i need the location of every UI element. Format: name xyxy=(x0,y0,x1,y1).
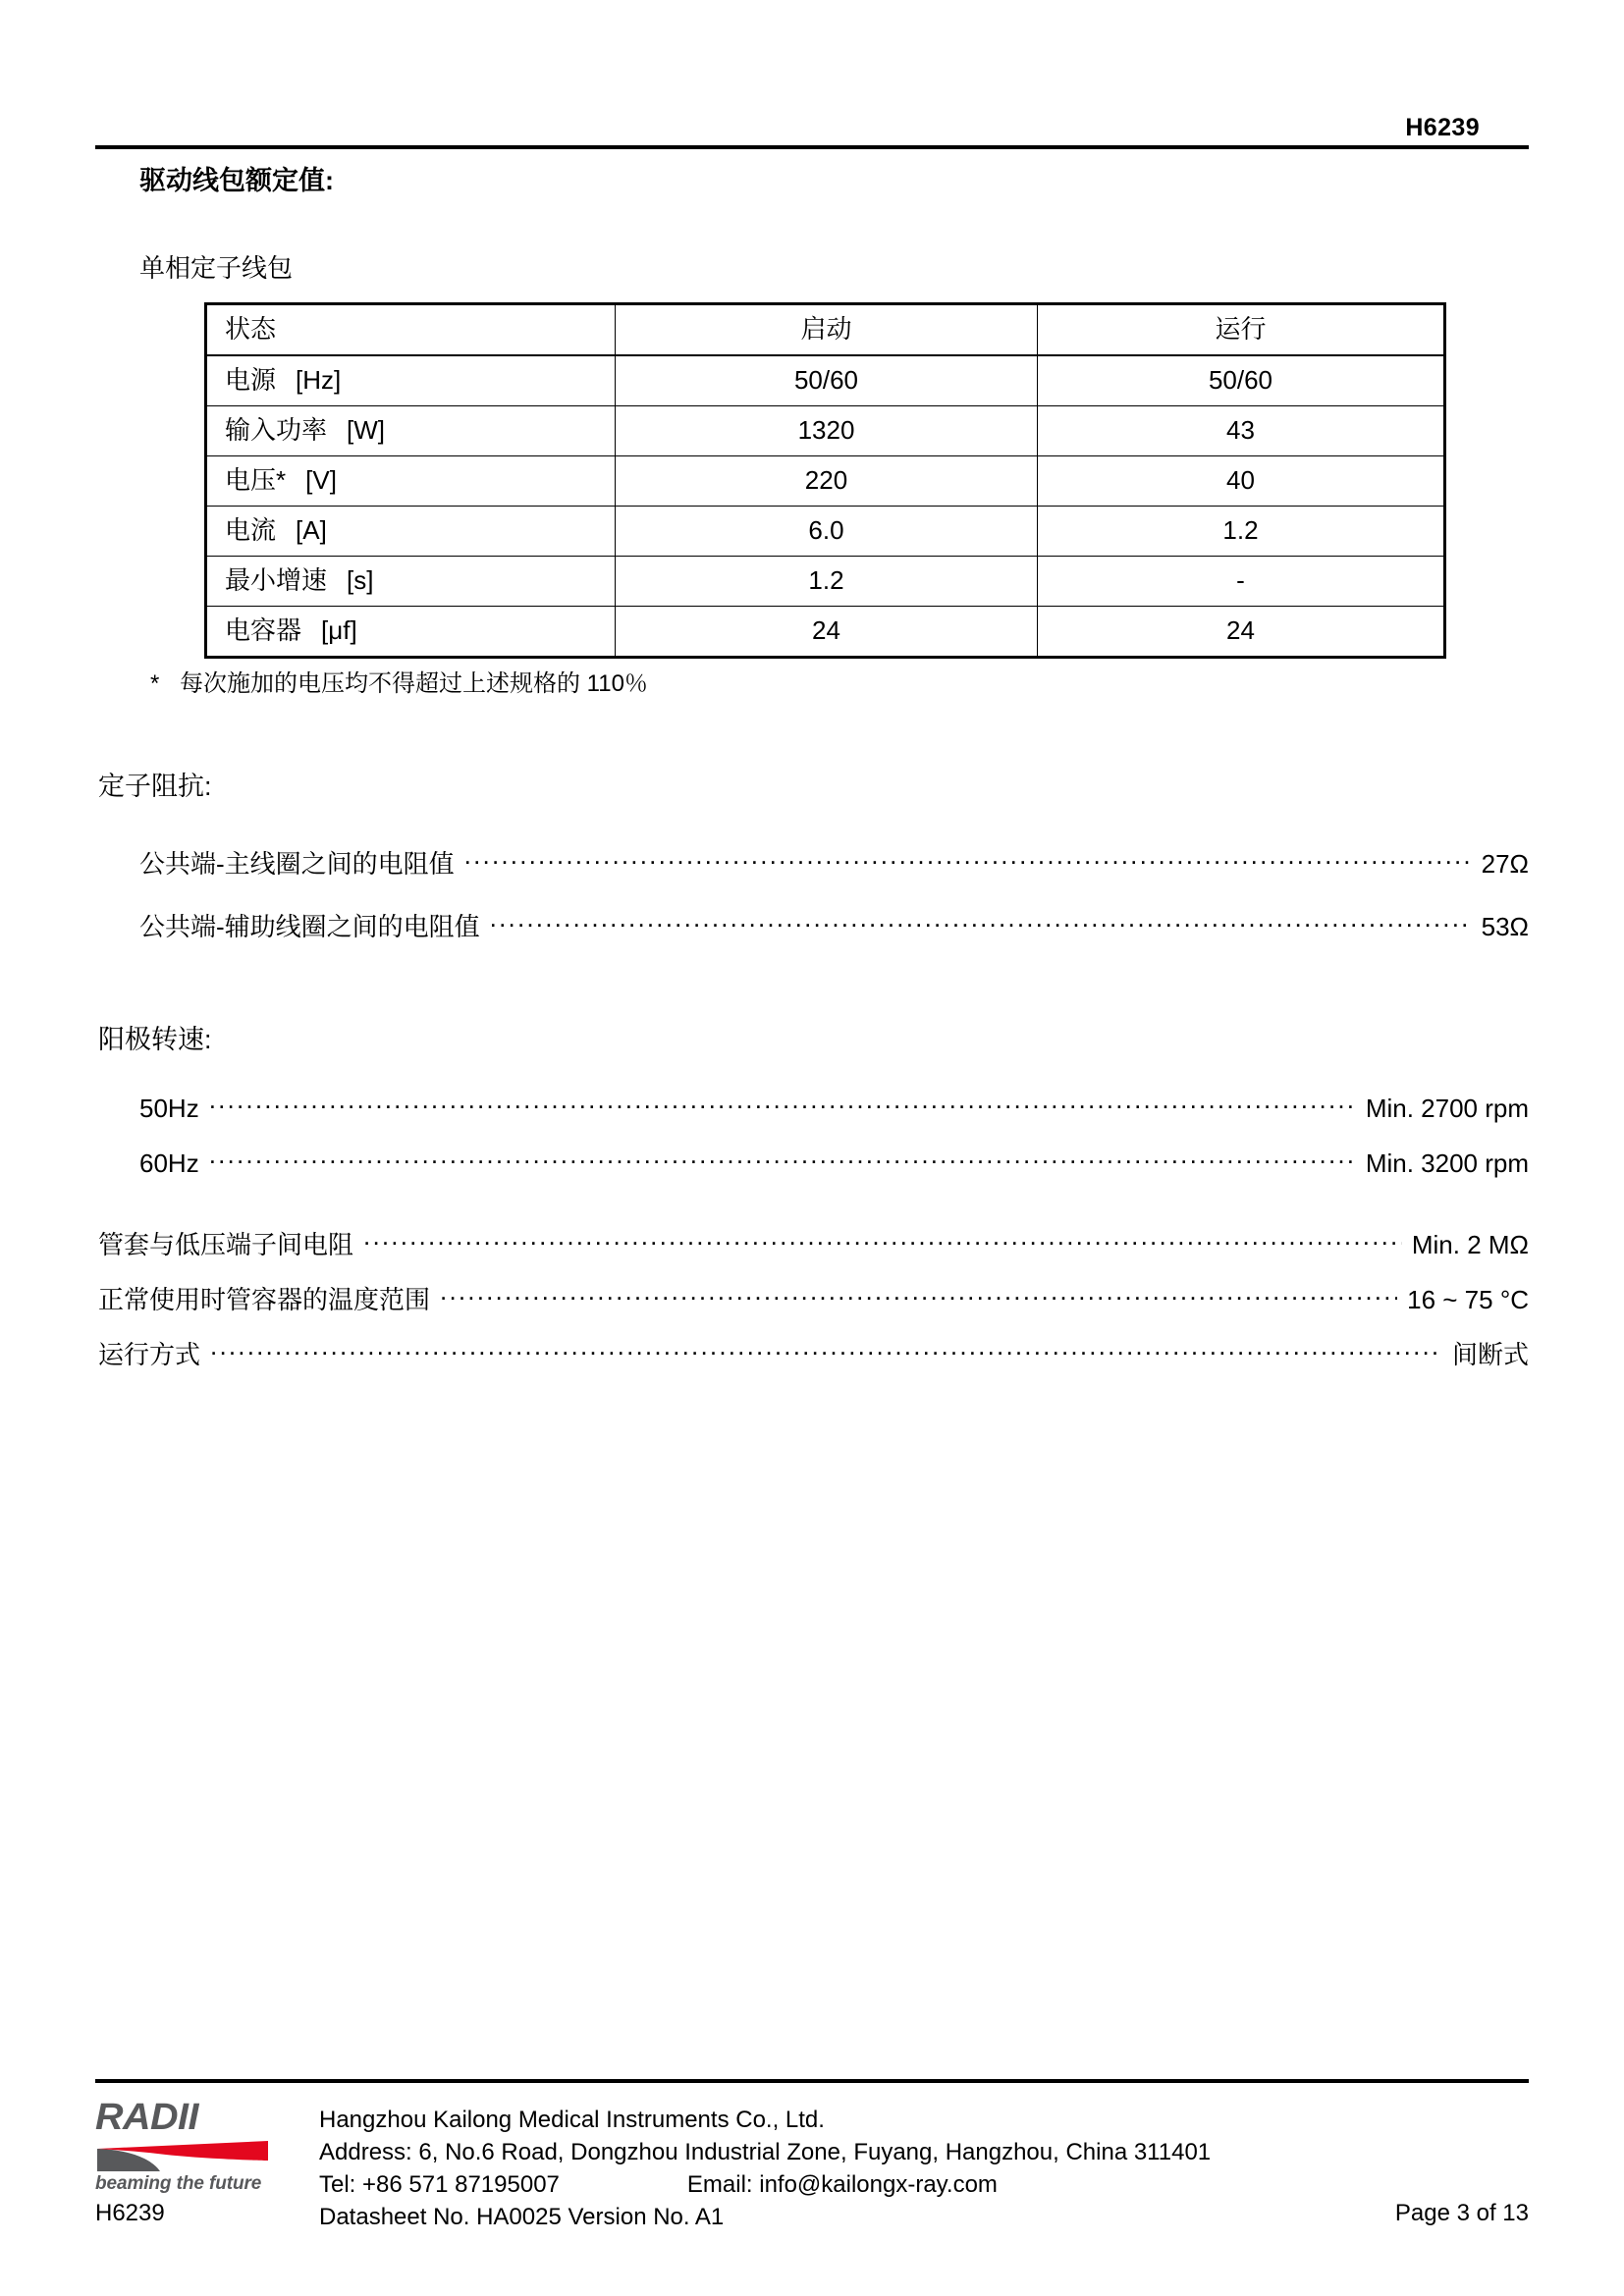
row-run-value: 50/60 xyxy=(1038,355,1445,406)
table-header-run: 运行 xyxy=(1038,304,1445,356)
anode-speed-item-60hz xyxy=(139,1147,1529,1179)
footer-divider xyxy=(95,2079,1529,2083)
row-label: 电流 xyxy=(225,515,277,546)
table-header-start: 启动 xyxy=(616,304,1038,356)
anode-50hz-label: 50Hz xyxy=(139,1094,199,1123)
row-unit: [W] xyxy=(347,415,386,446)
impedance-main-value: 27Ω xyxy=(1481,849,1529,879)
footer-page-number: Page 3 of 13 xyxy=(1394,2200,1529,2226)
impedance-aux-value: 53Ω xyxy=(1481,912,1529,941)
logo-tagline: beaming the future xyxy=(95,2173,262,2194)
leader-dots xyxy=(363,1228,1402,1254)
logo-wordmark: RADII xyxy=(95,2097,198,2138)
footer-address: Address: 6, No.6 Road, Dongzhou Industrial Zone, Fuyang, Hangzhou, China 311401 xyxy=(319,2139,1212,2165)
table-row xyxy=(206,456,1445,507)
temperature-range-label: 正常使用时管容器的温度范围 xyxy=(98,1285,431,1314)
row-start-value: 6.0 xyxy=(616,507,1038,557)
row-label-cell xyxy=(206,507,616,557)
row-run-value: - xyxy=(1038,557,1445,607)
row-unit: [s] xyxy=(347,565,374,596)
leader-dots xyxy=(490,910,1472,935)
footer-contact-block xyxy=(319,2104,1211,2233)
leader-dots xyxy=(464,847,1472,873)
impedance-aux-label: 公共端-辅助线圈之间的电阻值 xyxy=(139,912,480,941)
table-caption: 单相定子线包 xyxy=(139,253,294,283)
row-label: 电容器 xyxy=(225,615,302,646)
leader-dots xyxy=(210,1338,1442,1363)
radii-logo xyxy=(95,2099,277,2209)
table-row xyxy=(206,607,1445,658)
row-label-cell xyxy=(206,557,616,607)
footer-document-code: H6239 xyxy=(95,2200,165,2226)
row-label-cell xyxy=(206,355,616,406)
row-run-value: 43 xyxy=(1038,406,1445,456)
impedance-item-aux xyxy=(139,910,1529,942)
misc-item-operating-mode xyxy=(98,1338,1529,1370)
leader-dots xyxy=(209,1092,1356,1117)
table-row xyxy=(206,406,1445,456)
row-start-value: 220 xyxy=(616,456,1038,507)
table-row xyxy=(206,557,1445,607)
operating-mode-label: 运行方式 xyxy=(98,1340,201,1369)
table-row xyxy=(206,507,1445,557)
row-unit: [Hz] xyxy=(296,365,342,396)
logo-swoosh-icon xyxy=(95,2139,272,2172)
row-label-cell xyxy=(206,456,616,507)
row-start-value: 50/60 xyxy=(616,355,1038,406)
insulation-resistance-value: Min. 2 MΩ xyxy=(1411,1230,1529,1259)
footnote-marker: * xyxy=(150,670,160,697)
row-run-value: 40 xyxy=(1038,456,1445,507)
row-start-value: 24 xyxy=(616,607,1038,658)
anode-60hz-label: 60Hz xyxy=(139,1148,199,1178)
row-start-value: 1320 xyxy=(616,406,1038,456)
leader-dots xyxy=(209,1147,1356,1172)
misc-item-insulation-resistance xyxy=(98,1228,1529,1260)
row-unit: [A] xyxy=(296,515,327,546)
row-start-value: 1.2 xyxy=(616,557,1038,607)
footnote-text: 每次施加的电压均不得超过上述规格的 110％ xyxy=(180,670,648,697)
row-unit: [μf] xyxy=(321,615,357,646)
winding-ratings-table xyxy=(204,302,1446,659)
anode-speed-item-50hz xyxy=(139,1092,1529,1124)
misc-item-temperature-range xyxy=(98,1283,1529,1315)
table-footnote xyxy=(150,670,648,699)
row-label-cell xyxy=(206,607,616,658)
impedance-section-title: 定子阻抗: xyxy=(98,772,212,801)
insulation-resistance-label: 管套与低压端子间电阻 xyxy=(98,1230,354,1259)
temperature-range-value: 16 ~ 75 °C xyxy=(1407,1285,1529,1314)
table-row xyxy=(206,355,1445,406)
row-run-value: 1.2 xyxy=(1038,507,1445,557)
row-label: 电源 xyxy=(225,365,277,396)
row-label: 电压* xyxy=(225,465,287,496)
row-label: 输入功率 xyxy=(225,415,328,446)
impedance-item-main xyxy=(139,847,1529,880)
footer-datasheet: Datasheet No. HA0025 Version No. A1 xyxy=(319,2204,725,2230)
table-header-state: 状态 xyxy=(206,304,616,356)
footer-tel-email-row xyxy=(319,2168,1211,2201)
header-document-code: H6239 xyxy=(1405,114,1480,141)
footer-tel: Tel: +86 571 87195007 xyxy=(319,2171,560,2198)
header-divider xyxy=(95,145,1529,149)
row-label: 最小增速 xyxy=(225,565,328,596)
anode-60hz-value: Min. 3200 rpm xyxy=(1365,1148,1529,1178)
leader-dots xyxy=(440,1283,1397,1308)
operating-mode-value: 间断式 xyxy=(1451,1340,1529,1369)
page-header xyxy=(95,116,1529,149)
row-run-value: 24 xyxy=(1038,607,1445,658)
footer-company: Hangzhou Kailong Medical Instruments Co., Ltd. xyxy=(319,2107,825,2133)
row-unit: [V] xyxy=(305,465,337,496)
table-header-row xyxy=(206,304,1445,356)
anode-50hz-value: Min. 2700 rpm xyxy=(1365,1094,1529,1123)
anode-speed-section-title: 阳极转速: xyxy=(98,1025,212,1054)
footer-email: Email: info@kailongx-ray.com xyxy=(686,2171,998,2198)
page-title: 驱动线包额定值: xyxy=(139,166,334,195)
impedance-main-label: 公共端-主线圈之间的电阻值 xyxy=(139,849,455,879)
row-label-cell xyxy=(206,406,616,456)
